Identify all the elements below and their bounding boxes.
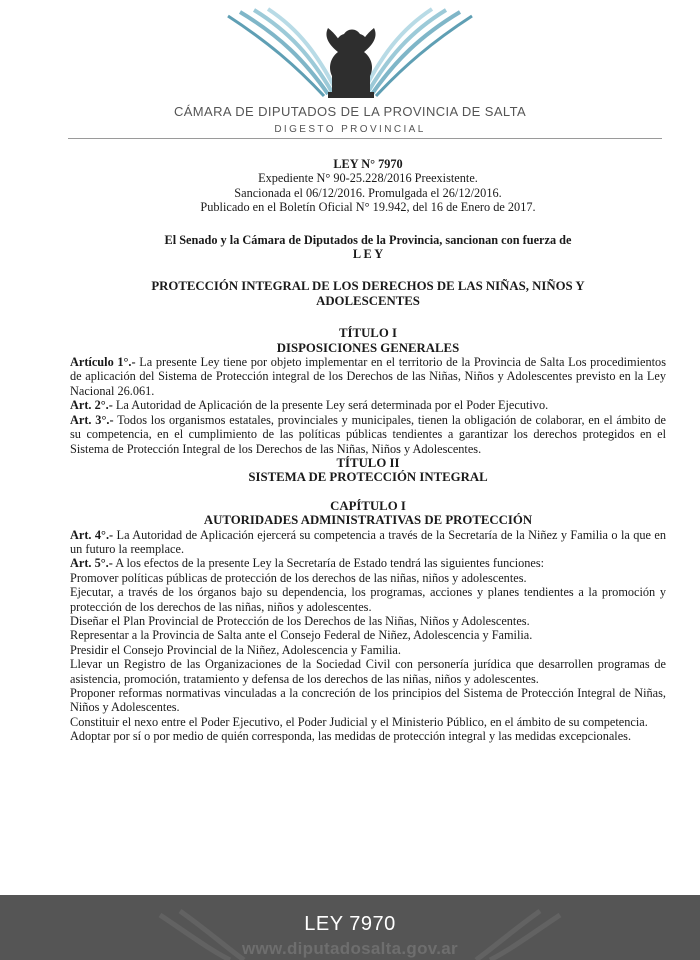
article-label: Artículo 1°.- bbox=[70, 355, 136, 370]
function-item: Proponer reformas normativas vinculadas a la concreción de los principios del Sistema de Protección Integral de Niñas, Niños y Adolescentes. bbox=[70, 686, 666, 715]
law-title-line: ADOLESCENTES bbox=[316, 293, 420, 308]
function-item: Ejecutar, a través de los órganos bajo su dependencia, los programas, acciones y planes tendientes a la promoción y protección de los derechos de las niñas, niños y adolescentes. bbox=[70, 585, 666, 614]
article-text: La Autoridad de Aplicación de la presente Ley será determinada por el Poder Ejecutivo. bbox=[112, 398, 549, 413]
function-item: Presidir el Consejo Provincial de la Niñez, Adolescencia y Familia. bbox=[70, 642, 401, 657]
digest-title: DIGESTO PROVINCIAL bbox=[274, 124, 426, 135]
article-text: La Autoridad de Aplicación ejercerá su competencia a través de la Secretaría de la Niñez y Familia o la que en un futuro la reemplace. bbox=[70, 527, 666, 556]
function-item: Llevar un Registro de las Organizaciones de la Sociedad Civil con personería jurídica que desarrollen programas de asistencia, promoción, tratamiento y defensa de los derechos de las niñas, niños y adolescentes. bbox=[70, 657, 666, 686]
titulo-1-subheading: DISPOSICIONES GENERALES bbox=[276, 340, 460, 355]
titulo-1-heading: TÍTULO I bbox=[339, 326, 397, 341]
article bbox=[70, 398, 666, 412]
law-body bbox=[70, 157, 666, 744]
website-watermark: www.diputadosalta.gov.ar bbox=[242, 939, 458, 958]
law-metadata bbox=[70, 171, 666, 214]
function-item: Diseñar el Plan Provincial de Protección de los Derechos de las Niñas, Niños y Adolescentes. bbox=[70, 613, 530, 628]
article-label: Art. 5°.- bbox=[70, 556, 113, 571]
article bbox=[70, 355, 666, 398]
law-title bbox=[70, 279, 666, 308]
law-metadata-line: Publicado en el Boletín Oficial N° 19.942, del 16 de Enero de 2017. bbox=[200, 200, 536, 215]
article-text: Todos los organismos estatales, provinciales y municipales, tienen la obligación de colaborar, en el ámbito de su competencia, en el cumplimiento de las políticas públicas tendientes a garantizar los derechos protegidos en el Sistema de Protección Integral de los Derechos de las Niñas, Niños y Adolescentes. bbox=[70, 412, 666, 456]
capitulo-1-heading: CAPÍTULO I bbox=[330, 498, 406, 513]
chamber-title: CÁMARA DE DIPUTADOS DE LA PROVINCIA DE SALTA bbox=[173, 104, 527, 119]
titulo-2-subheading: SISTEMA DE PROTECCIÓN INTEGRAL bbox=[248, 470, 488, 485]
function-item: Constituir el nexo entre el Poder Ejecutivo, el Poder Judicial y el Ministerio Público, en el ámbito de su competencia. bbox=[70, 714, 648, 729]
article bbox=[70, 528, 666, 557]
law-metadata-line: Expediente N° 90-25.228/2016 Preexistente. bbox=[258, 171, 478, 186]
header-divider bbox=[68, 138, 662, 139]
article bbox=[70, 556, 666, 570]
capitulo-1-subheading: AUTORIDADES ADMINISTRATIVAS DE PROTECCIÓN bbox=[203, 513, 533, 528]
winged-lion-emblem-icon bbox=[220, 6, 480, 102]
article-label: Art. 2°.- bbox=[70, 398, 113, 413]
function-item: Promover políticas públicas de protección de los derechos de las niñas, niños y adolescentes. bbox=[70, 570, 527, 585]
function-item: Representar a la Provincia de Salta ante el Consejo Federal de Niñez, Adolescencia y Familia. bbox=[70, 628, 533, 643]
article-text: A los efectos de la presente Ley la Secretaría de Estado tendrá las siguientes funciones: bbox=[112, 556, 545, 571]
law-metadata-line: Sancionada el 06/12/2016. Promulgada el 26/12/2016. bbox=[234, 185, 502, 200]
titulo-2-heading: TÍTULO II bbox=[336, 455, 400, 470]
enactment-formula bbox=[70, 233, 666, 262]
article-text: La presente Ley tiene por objeto implementar en el territorio de la Provincia de Salta Los procedimientos de aplicación del Sistema de Protección integral de los Derechos de las Niñas, Niños y Adolescentes previsto en la Ley Nacional 26.061. bbox=[70, 355, 666, 398]
caption-bar bbox=[0, 895, 700, 960]
function-item: Adoptar por sí o por medio de quién corresponda, las medidas de protección integral y las medidas excepcionales. bbox=[70, 729, 632, 744]
article-label: Art. 4°.- bbox=[70, 527, 114, 542]
article bbox=[70, 413, 666, 456]
caption-title: LEY 7970 bbox=[304, 913, 396, 935]
enactment-ley: L E Y bbox=[352, 247, 384, 262]
law-number: LEY N° 7970 bbox=[333, 157, 403, 171]
enactment-line: El Senado y la Cámara de Diputados de la Provincia, sancionan con fuerza de bbox=[164, 232, 572, 247]
law-title-line: PROTECCIÓN INTEGRAL DE LOS DERECHOS DE LAS NIÑAS, NIÑOS Y bbox=[151, 279, 585, 294]
article-label: Art. 3°.- bbox=[70, 412, 114, 427]
